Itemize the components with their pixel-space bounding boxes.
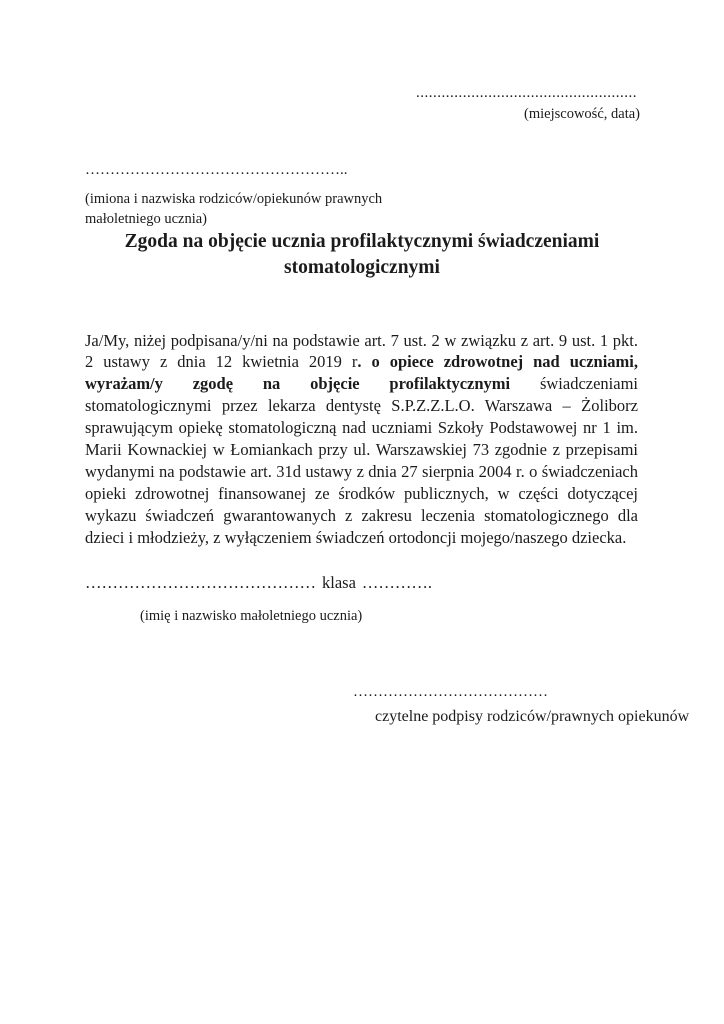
consent-text-bold: . o opiece zdrowotnej nad uczniami, wyrażam/y zgodę na objęcie profilaktycznymi: [85, 352, 638, 394]
student-name-caption: (imię i nazwisko małoletniego ucznia): [140, 608, 363, 624]
class-dotted-line: ………….: [361, 573, 433, 592]
class-label: klasa: [322, 573, 356, 592]
document-title-line2: stomatologicznymi: [284, 257, 440, 278]
student-name-line: [85, 574, 432, 591]
place-date-caption: (miejscowość, data): [524, 106, 640, 122]
document-title-line1: Zgoda na objęcie ucznia profilaktycznymi świadczeniami: [124, 231, 600, 252]
signature-dotted-line: …………………………………: [353, 684, 548, 700]
parents-names-dotted-line: ……………………………………………..: [85, 162, 348, 178]
consent-text-end: świadczeniami stomatologicznymi przez lekarza dentystę S.P.Z.Z.L.O. Warszawa – Żoliborz sprawującym opiekę stomatologiczną nad uczniami Szkoły Podstawowej nr 1 im. Marii Kownackiej w Łomiankach przy ul. Warszawskiej 73 zgodnie z przepisami wydanymi na podstawie art. 31d ustawy z dnia 27 sierpnia 2004 r. o świadczeniach opieki zdrowotnej finansowanej ze środków publicznych, w części dotyczącej wykazu świadczeń gwarantowanych z zakresu leczenia stomatologicznego dla dzieci i młodzieży, z wyłączeniem świadczeń ortodoncji mojego/naszego dziecka.: [85, 374, 638, 547]
student-name-dotted-line: ……………………………………: [85, 573, 316, 592]
parents-names-caption-line1: (imiona i nazwiska rodziców/opiekunów prawnych: [85, 191, 383, 207]
document-title: [85, 229, 639, 281]
parents-names-caption-line2: małoletniego ucznia): [85, 210, 207, 227]
parents-names-caption: [85, 190, 382, 229]
consent-text-start: Ja/My, niżej podpisana/y/ni na podstawie art. 7 ust. 2 w związku z art. 9 ust. 1 pkt. 2 ustawy z dnia 12 kwietnia 2019 r: [85, 330, 638, 372]
consent-paragraph: [85, 330, 638, 549]
signature-caption: czytelne podpisy rodziców/prawnych opiekunów: [375, 708, 690, 725]
place-date-dotted-line: ....................................................: [416, 85, 637, 101]
